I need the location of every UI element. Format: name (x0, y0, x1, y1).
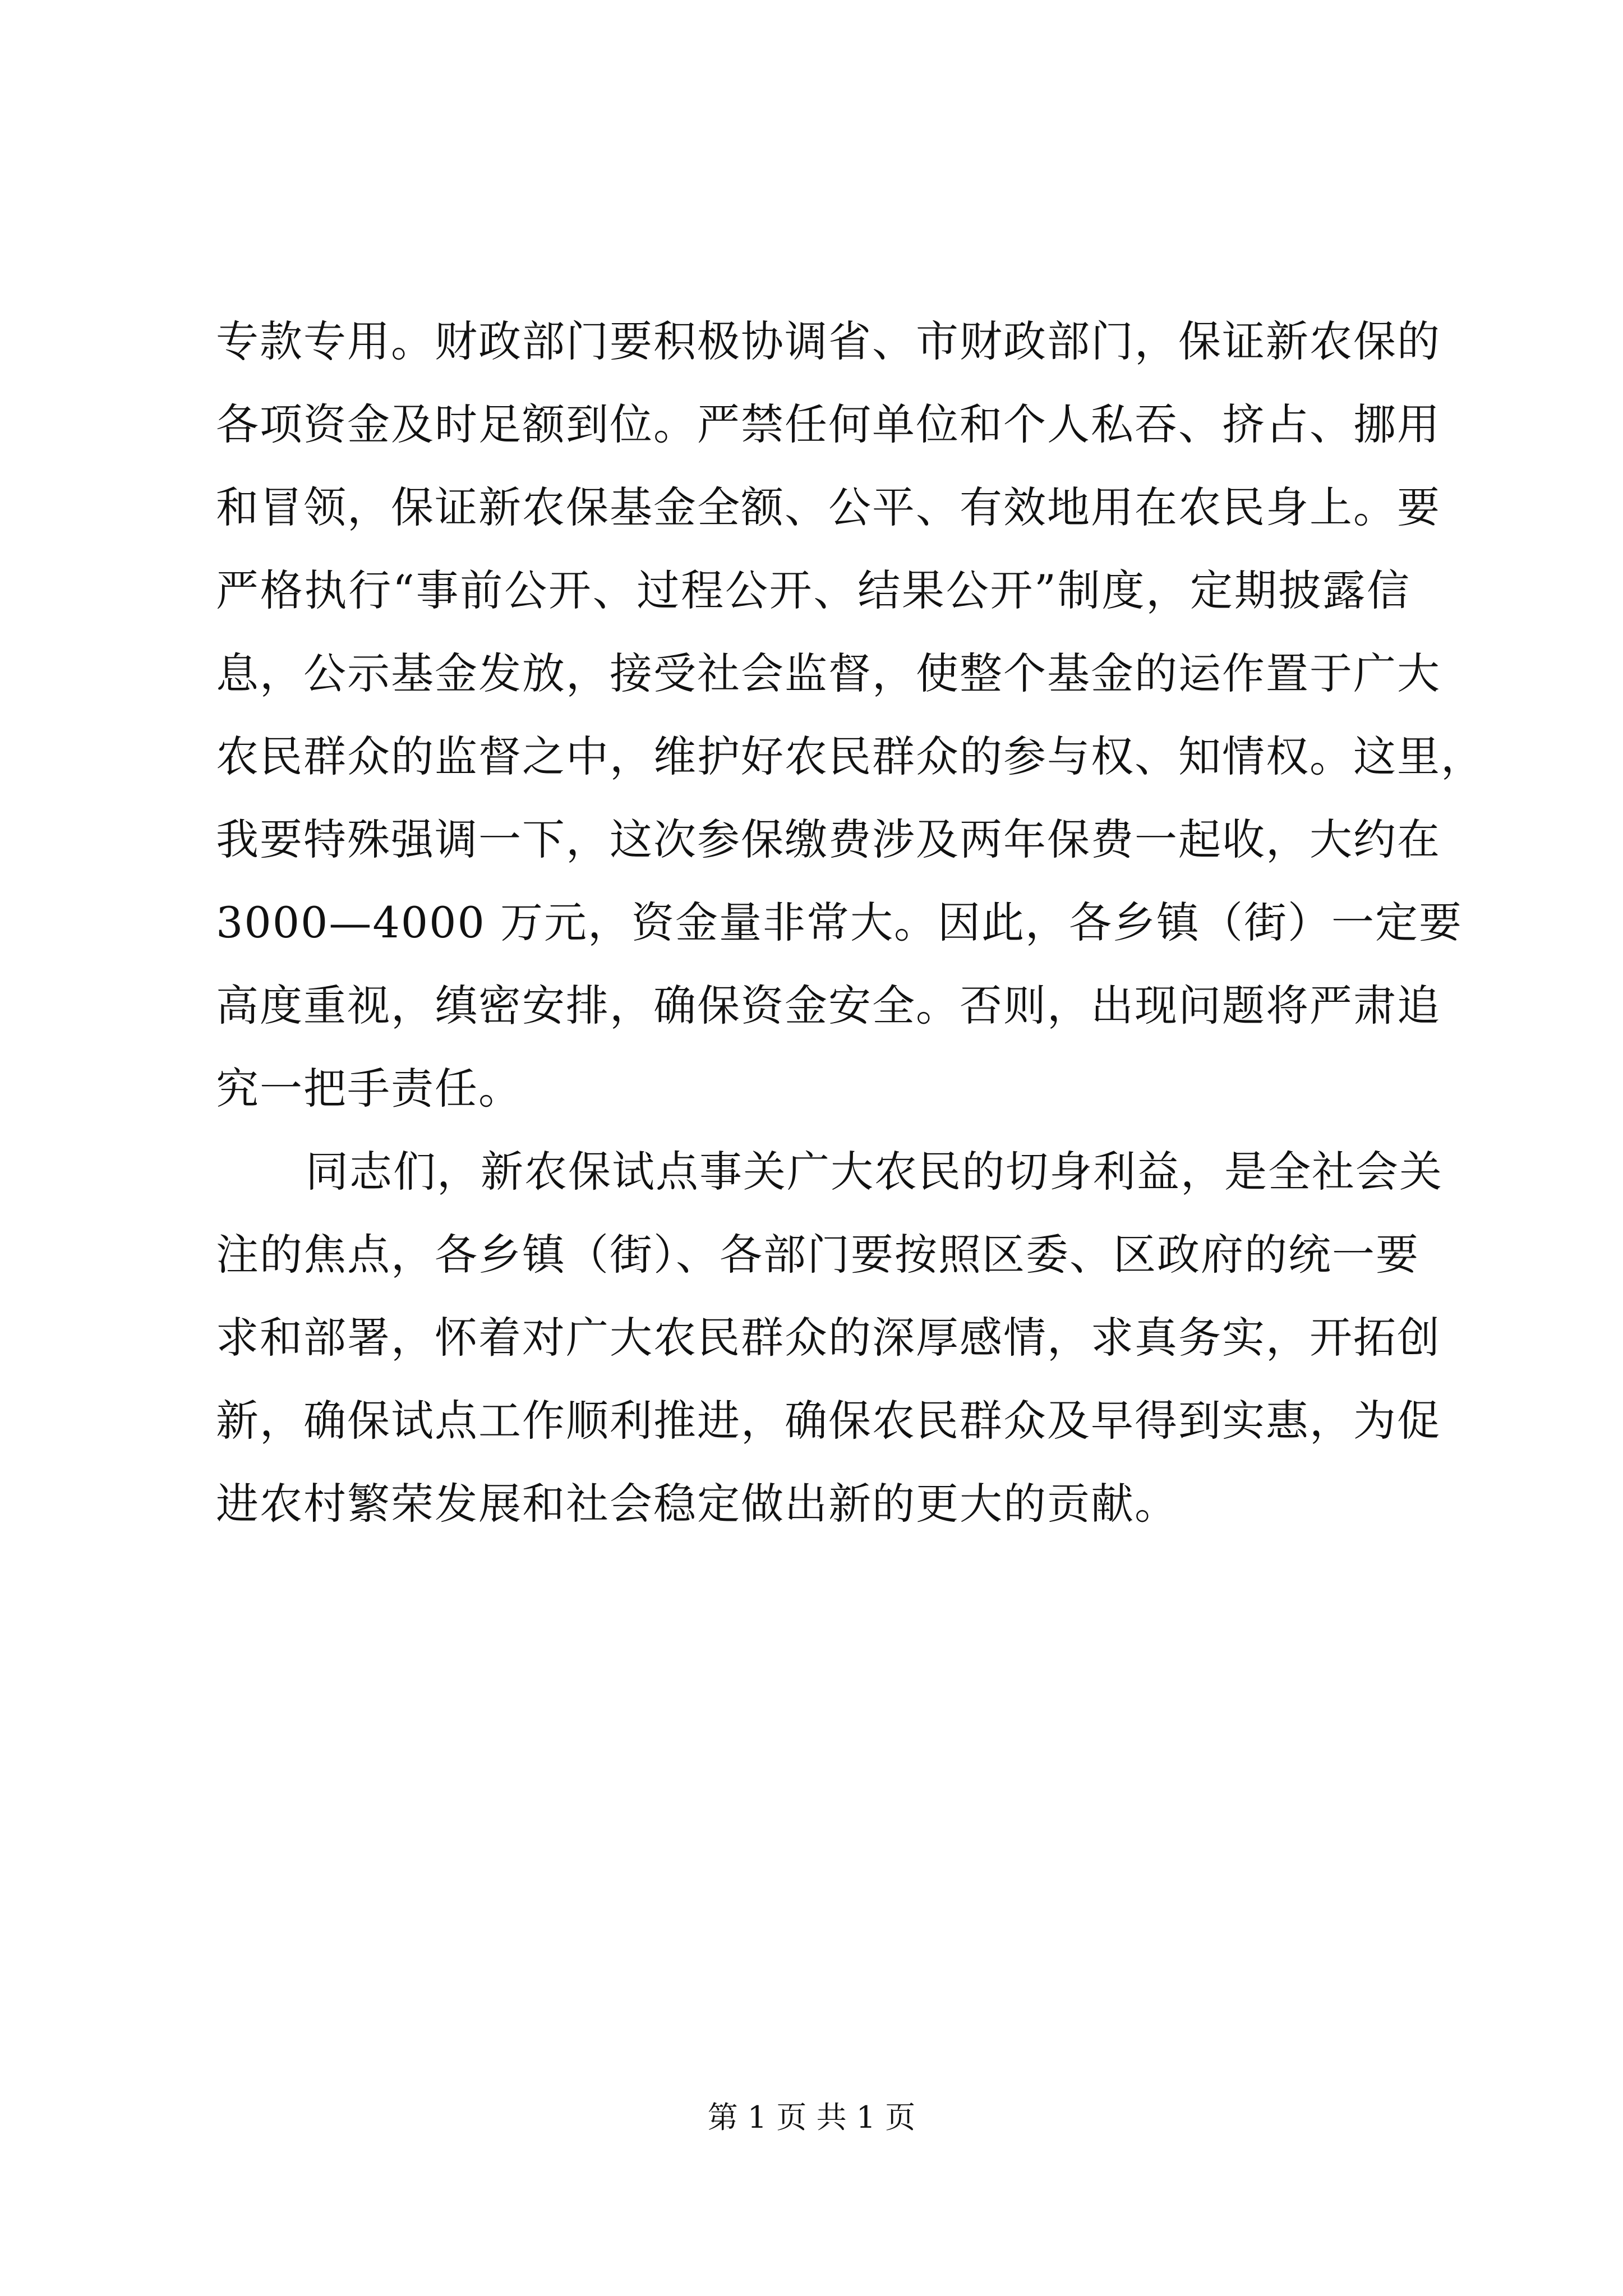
text-line: 各项资金及时足额到位。严禁任何单位和个人私吞、挤占、挪用 (216, 399, 1441, 449)
text-line: 究一把手责任。 (216, 1064, 522, 1114)
page-footer: 第 1 页 共 1 页 (707, 2100, 916, 2135)
text-line: 息，公示基金发放，接受社会监督，使整个基金的运作置于广大 (216, 648, 1441, 698)
text-line: 严格执行“事前公开、过程公开、结果公开”制度，定期披露信 (216, 565, 1410, 615)
text-line: 农民群众的监督之中，维护好农民群众的参与权、知情权。这里， (216, 731, 1484, 781)
text-line: 新，确保试点工作顺利推进，确保农民群众及早得到实惠，为促 (216, 1396, 1441, 1446)
text-line: 注的焦点，各乡镇（街）、各部门要按照区委、区政府的统一要 (216, 1230, 1419, 1280)
text-line: 专款专用。财政部门要积极协调省、市财政部门，保证新农保的 (216, 316, 1441, 366)
text-line: 求和部署，怀着对广大农民群众的深厚感情，求真务实，开拓创 (216, 1313, 1441, 1363)
text-line: 高度重视，缜密安排，确保资金安全。否则，出现问题将严肃追 (216, 981, 1441, 1030)
text-line: 和冒领，保证新农保基金全额、公平、有效地用在农民身上。要 (216, 482, 1441, 532)
document-body (216, 300, 1484, 1545)
paragraph-2 (216, 1130, 1443, 1545)
text-line: 同志们，新农保试点事关广大农民的切身利益，是全社会关 (306, 1147, 1443, 1197)
text-line: 3000—4000 万元，资金量非常大。因此，各乡镇（街）一定要 (216, 898, 1463, 947)
text-line: 进农村繁荣发展和社会稳定做出新的更大的贡献。 (216, 1479, 1178, 1529)
text-line: 我要特殊强调一下，这次参保缴费涉及两年保费一起收，大约在 (216, 815, 1441, 864)
paragraph-1 (216, 300, 1484, 1130)
